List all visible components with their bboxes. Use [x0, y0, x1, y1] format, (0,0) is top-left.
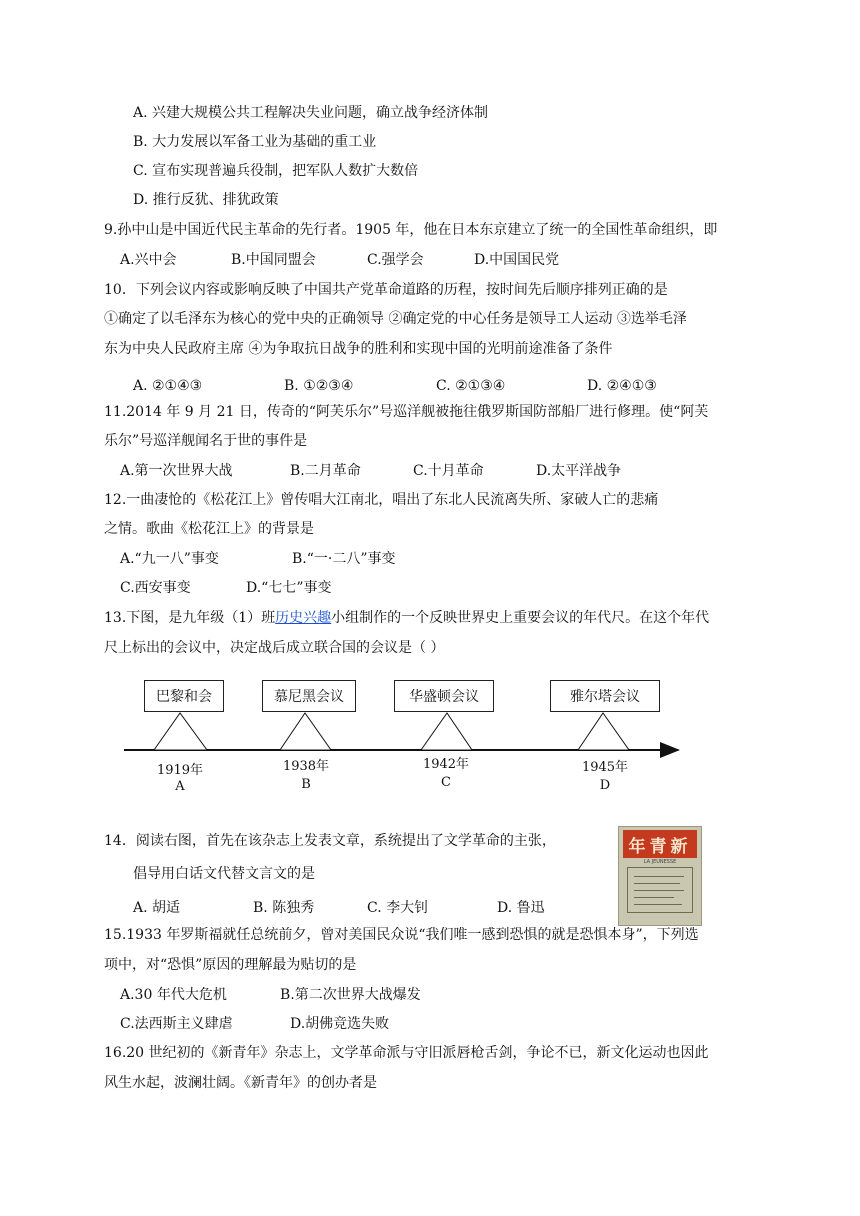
q11-line1: 11.2014 年 9 月 21 日，传奇的“阿芙乐尔”号巡洋舰被拖往俄罗斯国防部船厂进行修理。使“阿芙	[104, 404, 709, 420]
q15-option-d: D.胡佛竞选失败	[290, 1016, 390, 1032]
history-interest-link[interactable]: 历史兴趣	[275, 610, 332, 626]
timeline-marker-c	[421, 713, 472, 750]
q9-option-d: D.中国国民党	[474, 252, 560, 268]
q10-option-d: D. ②④①③	[587, 378, 657, 394]
year-label-b: 1938年	[282, 759, 330, 774]
q15-line1: 15.1933 年罗斯福就任总统前夕，曾对美国民众说“我们唯一感到恐惧的就是恐惧本身”，下列选	[104, 927, 699, 943]
q11-option-c: C.十月革命	[413, 463, 484, 479]
q9-option-a: A.兴中会	[120, 252, 177, 268]
q13-line1-pre: 13.下图，是九年级（1）班	[104, 610, 276, 626]
timeline-marker-a	[154, 713, 207, 750]
q8-option-a: A. 兴建大规模公共工程解决失业问题，确立战争经济体制	[133, 105, 489, 121]
q10-line3: 东为中央人民政府主席 ④为争取抗日战争的胜利和实现中国的光明前途准备了条件	[104, 341, 613, 357]
q16-line2: 风生水起，波澜壮阔。《新青年》的创办者是	[104, 1075, 377, 1091]
meeting-box-paris: 巴黎和会	[144, 680, 224, 712]
q11-option-d: D.太平洋战争	[536, 463, 622, 479]
letter-label-a: A	[175, 779, 185, 794]
q8-option-d: D. 推行反犹、排犹政策	[133, 192, 279, 208]
q14-option-b: B. 陈独秀	[253, 900, 315, 916]
q9-option-b: B.中国同盟会	[231, 252, 316, 268]
q11-line2: 乐尔”号巡洋舰闻名于世的事件是	[104, 433, 308, 449]
q15-line2: 项中，对“恐惧”原因的理解最为贴切的是	[104, 957, 357, 973]
q14-option-a: A. 胡适	[133, 900, 181, 916]
q14-option-d: D. 鲁迅	[497, 900, 545, 916]
meeting-box-munich: 慕尼黑会议	[262, 680, 356, 712]
q12-line1: 12.一曲凄怆的《松花江上》曾传唱大江南北，唱出了东北人民流离失所、家破人亡的悲痛	[104, 492, 659, 508]
magazine-subtitle: LA JEUNESSE	[643, 859, 677, 865]
q16-line1: 16.20 世纪初的《新青年》杂志上，文学革命派与守旧派唇枪舌剑，争论不已，新文化运动也因此	[104, 1045, 709, 1061]
letter-label-d: D	[599, 778, 611, 793]
q14-line1: 14．阅读右图，首先在该杂志上发表文章，系统提出了文学革命的主张，	[104, 833, 556, 849]
q12-option-a: A.“九一八”事变	[120, 551, 219, 567]
q10-option-b: B. ①②③④	[284, 378, 354, 394]
q9-stem: 9.孙中山是中国近代民主革命的先行者。1905 年，他在日本东京建立了统一的全国性革命组织，即	[104, 222, 718, 238]
timeline-marker-d	[578, 713, 629, 750]
q14-option-c: C. 李大钊	[367, 900, 429, 916]
q8-option-b: B. 大力发展以军备工业为基础的重工业	[133, 134, 377, 150]
q11-option-a: A.第一次世界大战	[120, 463, 233, 479]
q13-line1-post: 小组制作的一个反映世界史上重要会议的年代尺。在这个年代	[331, 610, 710, 626]
q12-line2: 之情。歌曲《松花江上》的背景是	[104, 521, 314, 537]
year-label-c: 1942年	[422, 757, 470, 772]
q11-option-b: B.二月革命	[290, 463, 361, 479]
meeting-box-washington: 华盛顿会议	[394, 680, 494, 712]
year-label-a: 1919年	[156, 763, 204, 778]
q12-option-b: B.“一·二八”事变	[292, 551, 396, 567]
q15-option-a: A.30 年代大危机	[120, 987, 227, 1003]
meeting-box-yalta: 雅尔塔会议	[550, 680, 660, 712]
magazine-masthead: 年青新	[623, 830, 697, 858]
q10-stem: 10．下列会议内容或影响反映了中国共产党革命道路的历程，按时间先后顺序排列正确的是	[104, 282, 668, 298]
q10-line2: ①确定了以毛泽东为核心的党中央的正确领导 ②确定党的中心任务是领导工人运动 ③选举毛泽	[104, 311, 687, 327]
q15-option-b: B.第二次世界大战爆发	[280, 987, 421, 1003]
q8-option-c: C. 宣布实现普遍兵役制，把军队人数扩大数倍	[133, 163, 419, 179]
letter-label-b: B	[301, 777, 311, 792]
timeline-marker-b	[280, 713, 331, 750]
q10-option-a: A. ②①④③	[133, 378, 203, 394]
q12-option-d: D.“七七”事变	[246, 580, 332, 596]
q12-option-c: C.西安事变	[120, 580, 191, 596]
q10-option-c: C. ②①③④	[436, 378, 506, 394]
q9-option-c: C.强学会	[367, 252, 424, 268]
q14-line2: 倡导用白话文代替文言文的是	[133, 866, 315, 882]
year-label-d: 1945年	[581, 760, 629, 775]
letter-label-c: C	[441, 775, 451, 790]
q15-option-c: C.法西斯主义肆虐	[120, 1016, 233, 1032]
magazine-contents-frame	[627, 867, 693, 913]
q13-line2: 尺上标出的会议中，决定战后成立联合国的会议是（ ）	[104, 640, 445, 656]
new-youth-magazine-image	[618, 826, 702, 926]
